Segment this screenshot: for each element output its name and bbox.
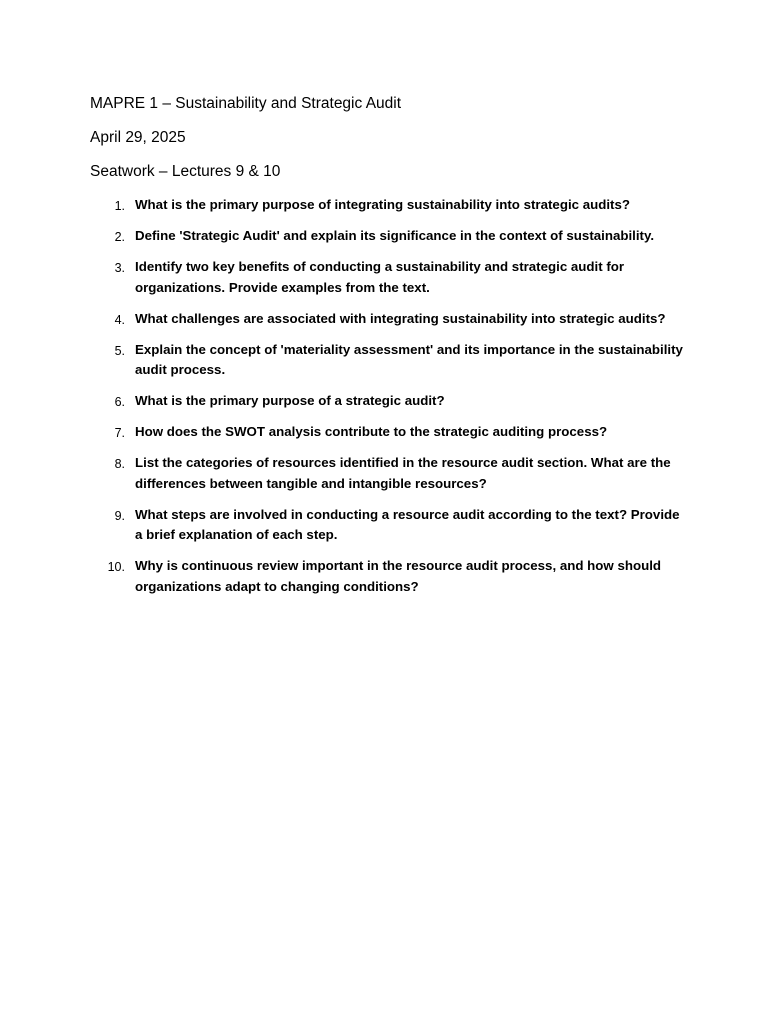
question-text: Why is continuous review important in the resource audit process, and how should organizations adapt to changing conditions? [135, 558, 662, 594]
question-number: 3. [114, 261, 125, 275]
document-title: MAPRE 1 – Sustainability and Strategic Audit [90, 95, 402, 112]
question-number: 7. [114, 426, 125, 440]
question-item-4 [90, 309, 690, 330]
question-number: 10. [107, 560, 125, 574]
question-item-9 [90, 505, 690, 546]
question-text: What steps are involved in conducting a resource audit according to the text? Provide a brief explanation of each step. [135, 506, 680, 542]
question-text: What is the primary purpose of a strategic audit? [135, 393, 445, 408]
question-item-6 [90, 391, 690, 412]
question-number: 8. [114, 457, 125, 471]
question-item-8 [90, 453, 690, 494]
question-number: 4. [114, 312, 125, 327]
question-text: How does the SWOT analysis contribute to the strategic auditing process? [135, 424, 608, 439]
question-text: List the categories of resources identified in the resource audit section. What are the differences between tangible and intangible resources? [135, 455, 671, 491]
question-item-2 [90, 226, 690, 247]
question-text: What challenges are associated with integrating sustainability into strategic audits? [135, 310, 666, 326]
question-number: 2. [114, 230, 125, 244]
document-date: April 29, 2025 [90, 129, 186, 146]
question-number: 6. [114, 395, 125, 409]
question-text: Define 'Strategic Audit' and explain its significance in the context of sustainability. [135, 228, 655, 243]
question-number: 5. [114, 343, 125, 358]
question-text: What is the primary purpose of integrating sustainability into strategic audits? [135, 197, 631, 212]
question-item-5 [90, 340, 690, 381]
question-item-10 [90, 556, 690, 597]
question-item-7 [90, 422, 690, 443]
question-number: 9. [114, 508, 125, 523]
document-subtitle: Seatwork – Lectures 9 & 10 [90, 163, 281, 180]
question-list [90, 195, 690, 608]
question-item-3 [90, 257, 690, 298]
question-text: Explain the concept of 'materiality assessment' and its importance in the sustainability audit process. [135, 341, 683, 377]
question-number: 1. [114, 199, 125, 213]
question-text: Identify two key benefits of conducting a sustainability and strategic audit for organizations. Provide examples from the text. [135, 259, 625, 295]
question-item-1 [90, 195, 690, 216]
